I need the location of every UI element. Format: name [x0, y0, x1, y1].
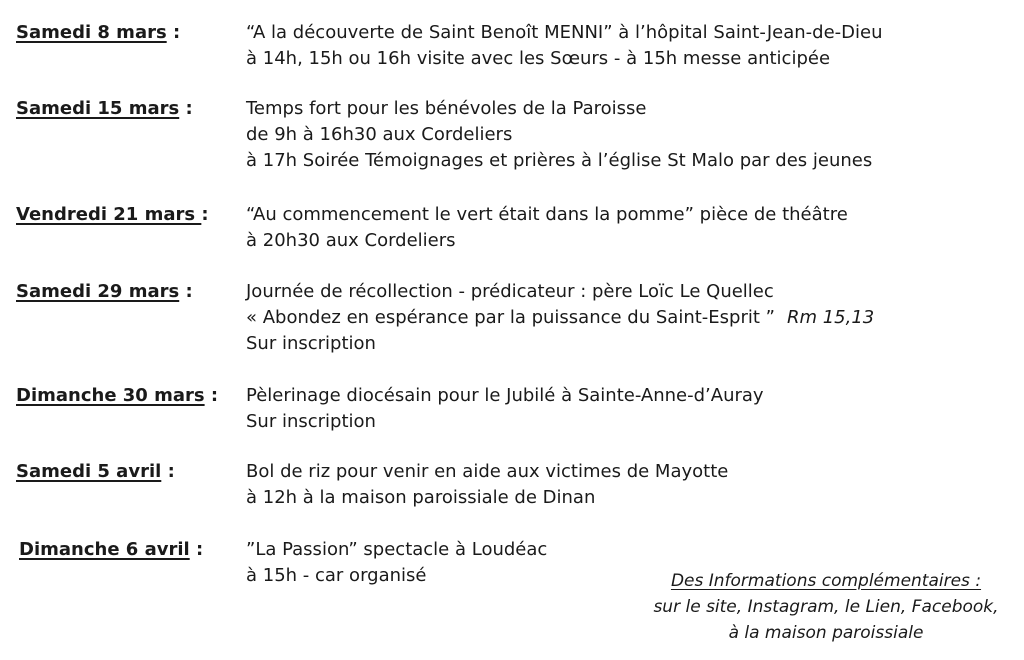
event-line: Temps fort pour les bénévoles de la Paroisse — [246, 98, 647, 119]
event-line: à 14h, 15h ou 16h visite avec les Sœurs - à 15h messe anticipée — [246, 48, 831, 69]
event-date-text: Dimanche 6 avril — [19, 539, 190, 560]
event-date-text: Samedi 15 mars — [16, 98, 180, 119]
event-line: “Au commencement le vert était dans la pomme” pièce de théâtre — [246, 204, 848, 225]
additional-info-line: à la maison paroissiale — [728, 623, 924, 643]
event-date-text: Vendredi 21 mars — [16, 204, 202, 225]
event-details — [246, 537, 547, 589]
event-date-separator: : — [161, 461, 175, 482]
event-line — [246, 305, 874, 331]
event-line: Sur inscription — [246, 333, 376, 354]
event-date — [19, 537, 203, 563]
event-date-text: Samedi 5 avril — [16, 461, 162, 482]
additional-info-line: sur le site, Instagram, le Lien, Facebook, — [653, 597, 999, 617]
event-date — [16, 20, 180, 46]
event-date — [16, 96, 193, 122]
additional-info-heading: Des Informations complémentaires : — [670, 571, 982, 591]
event-date-separator: : — [179, 281, 193, 302]
event-line-text: « Abondez en espérance par la puissance du Saint-Esprit ” — [246, 307, 775, 328]
event-date-text: Dimanche 30 mars — [16, 385, 205, 406]
event-date-separator: : — [204, 385, 219, 406]
event-date-separator: : — [189, 539, 204, 560]
additional-info — [640, 568, 1012, 646]
event-line: à 20h30 aux Cordeliers — [246, 230, 456, 251]
event-date-text: Samedi 29 mars — [16, 281, 180, 302]
event-date — [16, 202, 209, 228]
scripture-reference: Rm 15,13 — [786, 307, 875, 328]
event-date-separator: : — [201, 204, 209, 225]
event-line: Pèlerinage diocésain pour le Jubilé à Sainte-Anne-d’Auray — [246, 385, 764, 406]
event-date-separator: : — [179, 98, 193, 119]
event-details — [246, 202, 848, 254]
event-line: à 15h - car organisé — [246, 565, 427, 586]
event-details — [246, 383, 764, 435]
event-details — [246, 459, 728, 511]
event-line: de 9h à 16h30 aux Cordeliers — [246, 124, 513, 145]
event-date — [16, 279, 193, 305]
event-details — [246, 279, 874, 357]
event-line: “A la découverte de Saint Benoît MENNI” à l’hôpital Saint-Jean-de-Dieu — [246, 22, 883, 43]
event-line: Sur inscription — [246, 411, 376, 432]
event-date — [16, 383, 218, 409]
event-date — [16, 459, 175, 485]
event-line: à 12h à la maison paroissiale de Dinan — [246, 487, 596, 508]
event-line: ”La Passion” spectacle à Loudéac — [246, 539, 548, 560]
event-date-separator: : — [166, 22, 181, 43]
event-line: Journée de récollection - prédicateur : père Loïc Le Quellec — [246, 281, 774, 302]
event-details — [246, 20, 882, 72]
event-line: Bol de riz pour venir en aide aux victimes de Mayotte — [246, 461, 729, 482]
event-line: à 17h Soirée Témoignages et prières à l’église St Malo par des jeunes — [246, 150, 873, 171]
event-date-text: Samedi 8 mars — [16, 22, 167, 43]
event-details — [246, 96, 872, 174]
